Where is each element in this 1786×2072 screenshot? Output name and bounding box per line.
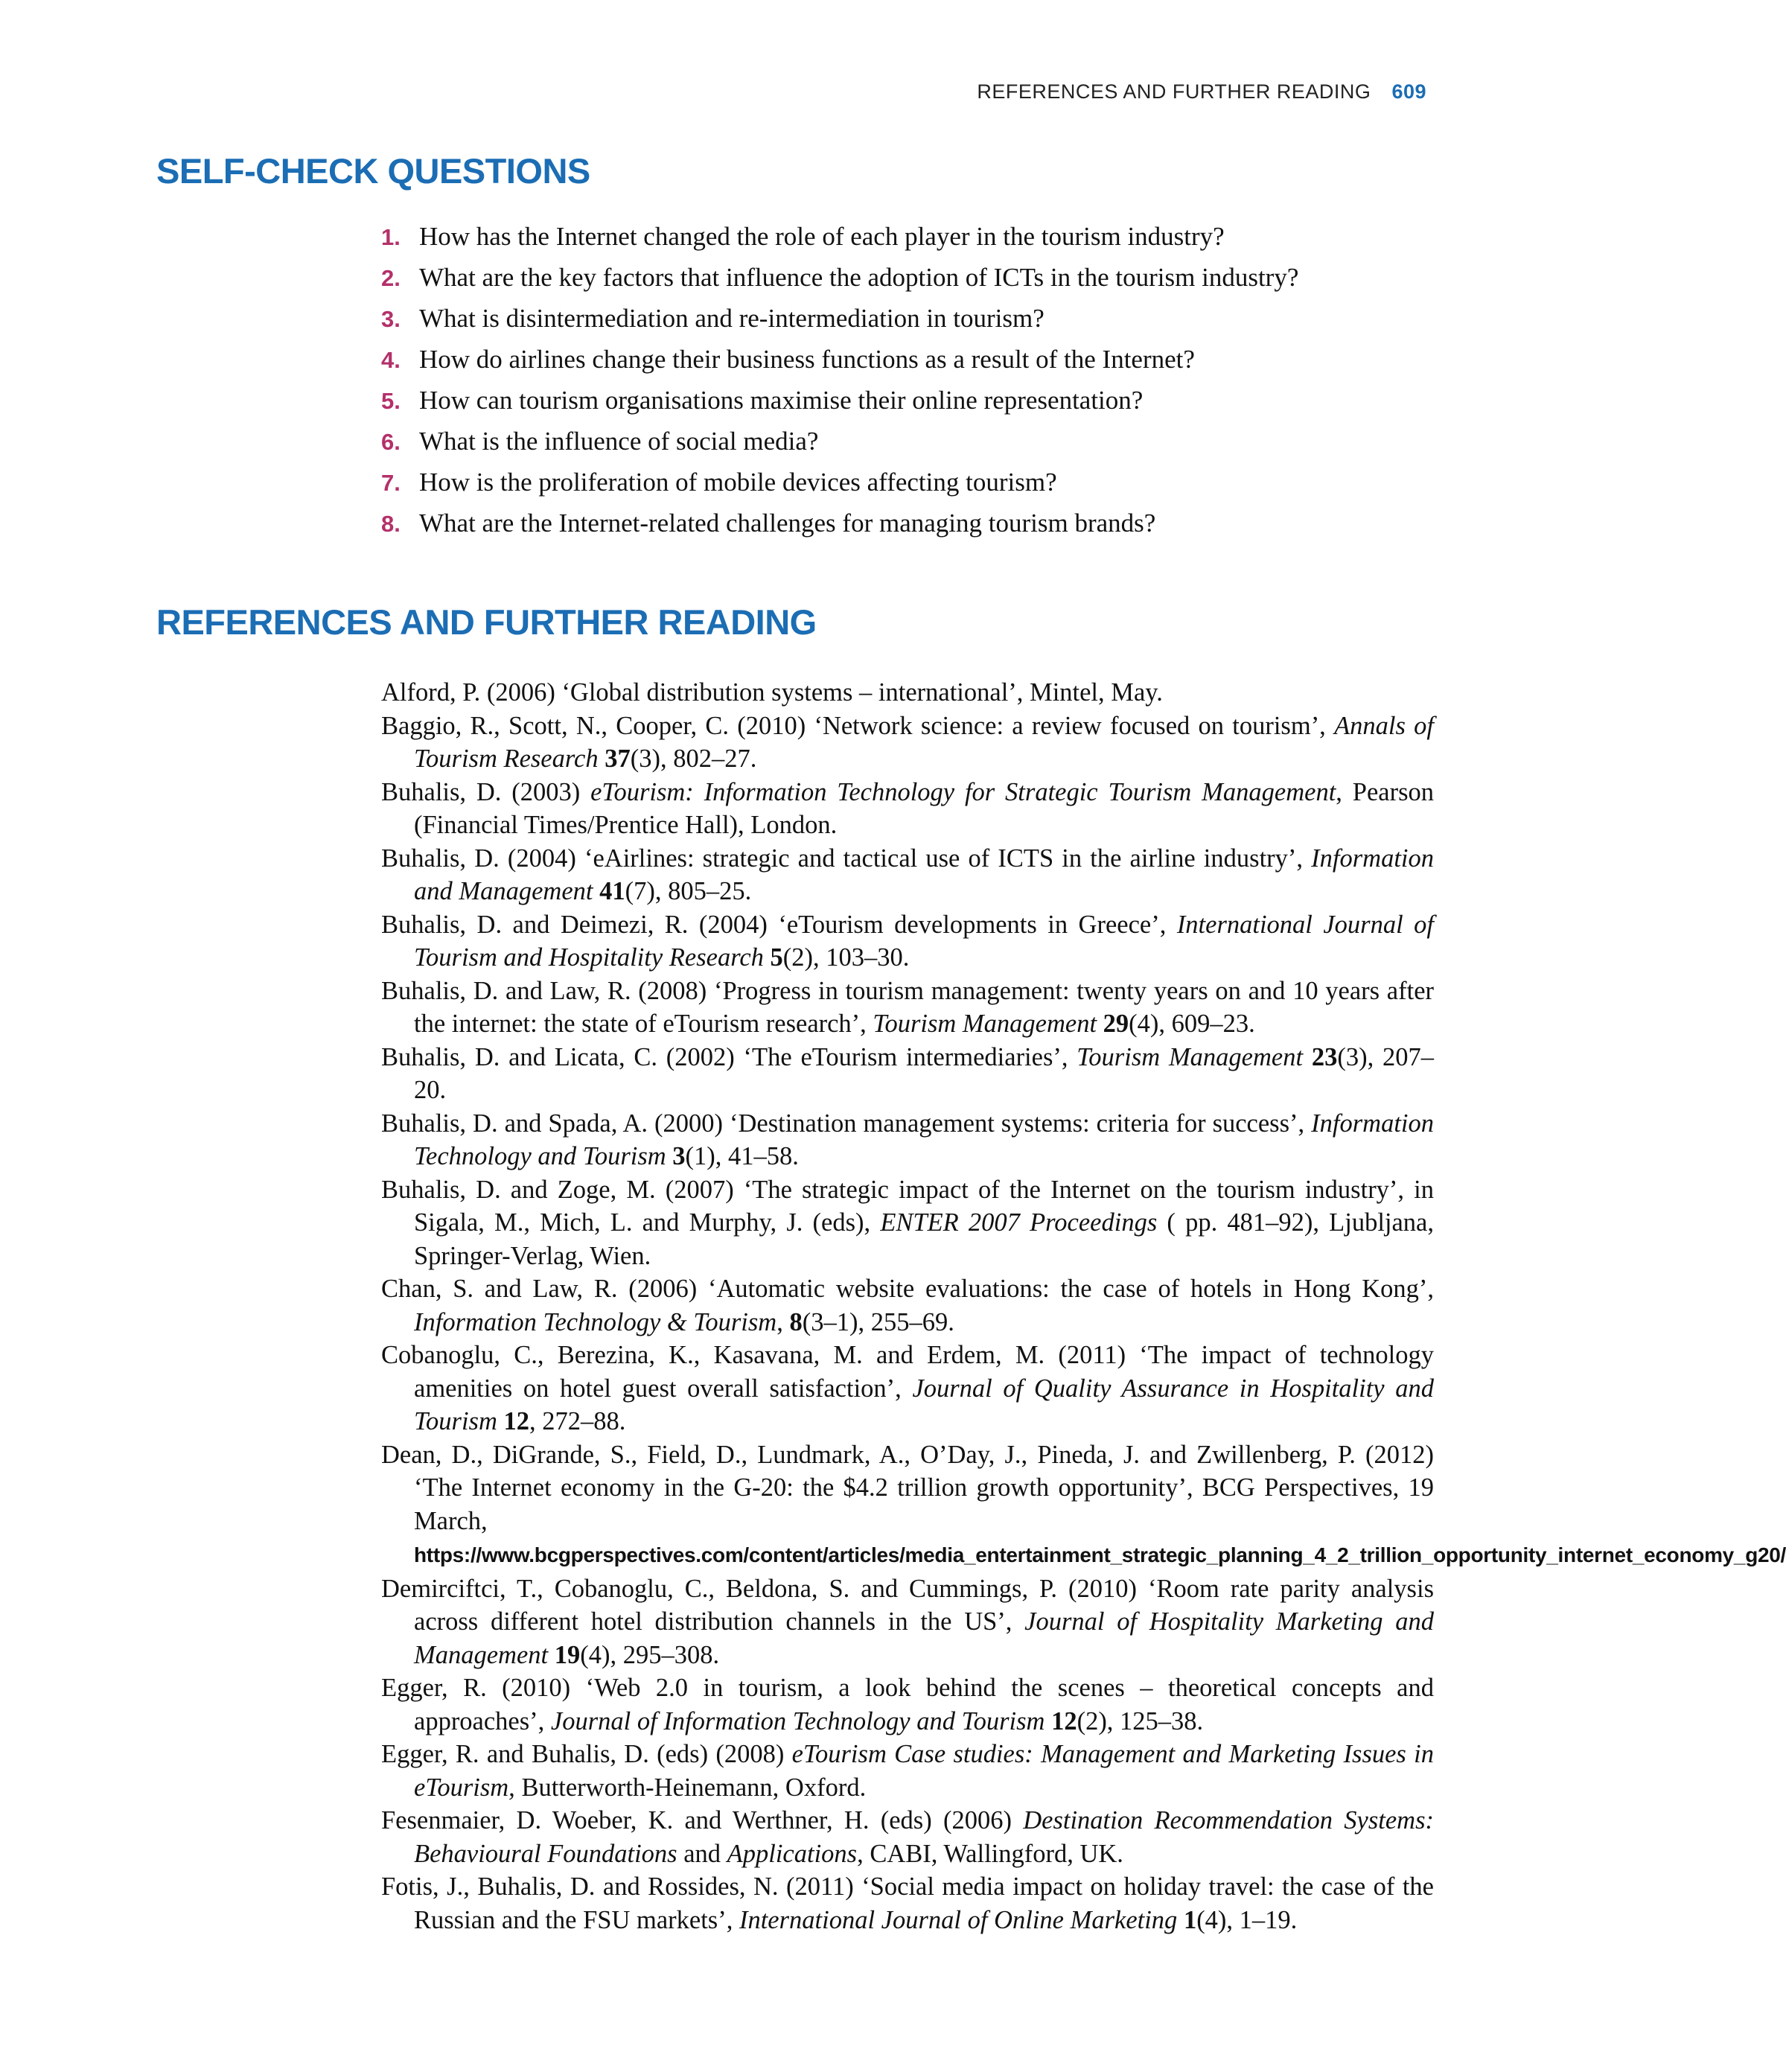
- reference-source-title: Information Technology & Tourism: [414, 1307, 777, 1336]
- reference-volume: 5: [763, 943, 783, 972]
- question-item: [381, 304, 1438, 345]
- reference-volume: 19: [548, 1640, 581, 1669]
- question-number: 4.: [381, 347, 401, 373]
- question-item: [381, 386, 1438, 427]
- reference-text: Buhalis, D. (2004) ‘eAirlines: strategic and tactical use of ICTS in the airline industry’,: [381, 844, 1312, 873]
- reference-source-title: Journal of Information Technology and Tourism: [550, 1706, 1045, 1735]
- question-item: [381, 222, 1438, 263]
- reference-text: Baggio, R., Scott, N., Cooper, C. (2010) ‘Network science: a review focused on tourism’,: [381, 711, 1335, 740]
- reference-text: Alford, P. (2006) ‘Global distribution systems – international’, Mintel, May.: [381, 678, 1163, 707]
- reference-source-title: Journal of Hospitality Marketing and Management: [414, 1607, 1434, 1669]
- reference-source-title: Annals of Tourism Research: [414, 711, 1435, 773]
- question-text: How is the proliferation of mobile devices affecting tourism?: [419, 468, 1057, 497]
- reference-entry: [381, 1272, 1434, 1339]
- question-number: 3.: [381, 306, 401, 332]
- reference-details: (3–1), 255–69.: [802, 1307, 954, 1336]
- question-item: [381, 509, 1438, 549]
- self-check-question-list: [381, 222, 1438, 549]
- reference-entry: [381, 710, 1434, 776]
- reference-volume: 3: [666, 1142, 686, 1170]
- reference-text: Buhalis, D. and Zoge, M. (2007) ‘The strategic impact of the Internet on the tourism industry’, in Sigala, M., Mich, L. and Murphy, J. (eds),: [381, 1175, 1434, 1237]
- reference-source-title: Journal of Quality Assurance in Hospitality and Tourism: [414, 1374, 1434, 1435]
- reference-url[interactable]: https://www.bcgperspectives.com/content/articles/media_entertainment_strategic_planning_4_2_trillion_opportunity_internet_economy_g20/: [414, 1543, 1786, 1566]
- reference-details: (2), 103–30.: [782, 943, 910, 972]
- reference-details: (3), 207–20.: [414, 1042, 1434, 1104]
- reference-volume: 12: [497, 1407, 529, 1435]
- reference-details: (3), 802–27.: [630, 745, 757, 773]
- reference-text: Buhalis, D. (2003): [381, 777, 591, 806]
- reference-entry: [381, 908, 1434, 975]
- reference-entry: [381, 1173, 1434, 1273]
- reference-details: (7), 805–25.: [625, 877, 752, 905]
- reference-text: Cobanoglu, C., Berezina, K., Kasavana, M. and Erdem, M. (2011) ‘The impact of technology amenities on hotel guest overall satisfaction’,: [381, 1341, 1434, 1403]
- reference-entry: [381, 1041, 1434, 1107]
- question-number: 5.: [381, 388, 401, 414]
- question-text: How can tourism organisations maximise their online representation?: [419, 386, 1144, 415]
- question-item: [381, 345, 1438, 386]
- question-text: What are the Internet-related challenges for managing tourism brands?: [419, 509, 1156, 538]
- reference-source-title: International Journal of Tourism and Hospitality Research: [414, 910, 1434, 972]
- reference-entry: [381, 1438, 1786, 1572]
- reference-source-title: Tourism Management: [1077, 1042, 1304, 1071]
- reference-text: Buhalis, D. and Deimezi, R. (2004) ‘eTourism developments in Greece’,: [381, 910, 1177, 939]
- question-text: What is the influence of social media?: [419, 427, 819, 456]
- question-number: 2.: [381, 265, 401, 291]
- reference-source-title: Information and Management: [414, 844, 1434, 905]
- page-number: 609: [1391, 80, 1426, 103]
- reference-text: Demirciftci, T., Cobanoglu, C., Beldona, S. and Cummings, P. (2010) ‘Room rate parity analysis across different hotel distribution channels in the US’,: [381, 1574, 1434, 1636]
- reference-text: Buhalis, D. and Licata, C. (2002) ‘The eTourism intermediaries’,: [381, 1042, 1077, 1071]
- reference-entry: [381, 1671, 1434, 1738]
- reference-entry: [381, 842, 1434, 908]
- reference-details: (4), 609–23.: [1129, 1010, 1255, 1038]
- question-number: 1.: [381, 224, 401, 250]
- reference-text: Chan, S. and Law, R. (2006) ‘Automatic website evaluations: the case of hotels in Hong Kong’,: [381, 1275, 1434, 1303]
- reference-text: Fesenmaier, D. Woeber, K. and Werthner, H. (eds) (2006): [381, 1806, 1024, 1834]
- question-item: [381, 263, 1438, 304]
- reference-entry: [381, 676, 1434, 710]
- question-item: [381, 468, 1438, 509]
- reference-source-title: eTourism Case studies: Management and Marketing Issues in eTourism,: [414, 1740, 1434, 1802]
- running-head-title: REFERENCES AND FURTHER READING: [977, 80, 1371, 103]
- reference-details: and: [677, 1839, 727, 1868]
- reference-entry: [381, 1572, 1434, 1672]
- running-head: [977, 80, 1426, 103]
- reference-source-title: eTourism: Information Technology for Strategic Tourism Management: [590, 777, 1336, 806]
- question-text: What is disintermediation and re-intermediation in tourism?: [419, 304, 1045, 333]
- reference-source-title: ENTER 2007 Proceedings: [880, 1208, 1158, 1237]
- question-text: What are the key factors that influence the adoption of ICTs in the tourism industry?: [419, 263, 1299, 292]
- reference-entry: [381, 1339, 1434, 1438]
- reference-entry: [381, 1107, 1434, 1173]
- question-number: 8.: [381, 511, 401, 537]
- question-text: How has the Internet changed the role of each player in the tourism industry?: [419, 222, 1225, 251]
- reference-volume: 8: [789, 1307, 803, 1336]
- reference-text: Egger, R. and Buhalis, D. (eds) (2008): [381, 1740, 792, 1768]
- question-item: [381, 427, 1438, 468]
- reference-text: Dean, D., DiGrande, S., Field, D., Lundmark, A., O’Day, J., Pineda, J. and Zwillenberg, P. (2012) ‘The Internet economy in the G-20: the $4.2 trillion growth opportunity’, BCG Perspectives, 19 March,: [381, 1440, 1434, 1535]
- reference-source-title: Destination Recommendation Systems: Behavioural Foundations: [414, 1806, 1434, 1868]
- reference-details: , CABI, Wallingford, UK.: [857, 1839, 1123, 1868]
- reference-details: (4), 295–308.: [580, 1640, 720, 1669]
- reference-source-title: Information Technology and Tourism: [414, 1109, 1434, 1170]
- reference-volume: 37: [598, 745, 631, 773]
- reference-entry: [381, 1738, 1434, 1804]
- reference-details: ( pp. 481–92), Ljubljana, Springer-Verlag, Wien.: [414, 1208, 1434, 1270]
- reference-volume: 23: [1303, 1042, 1338, 1071]
- question-number: 7.: [381, 470, 401, 496]
- self-check-heading: SELF-CHECK QUESTIONS: [156, 151, 590, 191]
- reference-entry: [381, 776, 1434, 842]
- reference-source-title: Tourism Management: [873, 1010, 1097, 1038]
- reference-source-title: International Journal of Online Marketing: [739, 1905, 1178, 1934]
- reference-text: Buhalis, D. and Spada, A. (2000) ‘Destination management systems: criteria for success’,: [381, 1109, 1312, 1138]
- question-number: 6.: [381, 429, 401, 455]
- reference-details: (1), 41–58.: [685, 1142, 799, 1170]
- reference-source-title: Applications: [727, 1839, 858, 1868]
- reference-volume: 1: [1177, 1905, 1197, 1934]
- reference-entry: [381, 1804, 1434, 1870]
- reference-text: Fotis, J., Buhalis, D. and Rossides, N. (2011) ‘Social media impact on holiday travel: the case of the Russian and the FSU markets’,: [381, 1872, 1434, 1934]
- reference-text: Egger, R. (2010) ‘Web 2.0 in tourism, a look behind the scenes – theoretical concepts and approaches’,: [381, 1674, 1434, 1735]
- reference-details: Butterworth-Heinemann, Oxford.: [514, 1773, 867, 1802]
- reference-volume: 41: [593, 877, 625, 905]
- reference-details: (4), 1–19.: [1196, 1905, 1298, 1934]
- reference-entry: [381, 975, 1434, 1041]
- references-heading: REFERENCES AND FURTHER READING: [156, 602, 817, 642]
- reference-details: , 272–88.: [529, 1407, 626, 1435]
- reference-volume: 12: [1045, 1706, 1077, 1735]
- reference-list: [381, 676, 1786, 1936]
- reference-text: Buhalis, D. and Law, R. (2008) ‘Progress in tourism management: twenty years on and 10 years after the internet: the state of eTourism research’,: [381, 976, 1434, 1038]
- reference-entry: [381, 1870, 1434, 1936]
- reference-details: ,: [776, 1307, 790, 1336]
- question-text: How do airlines change their business functions as a result of the Internet?: [419, 345, 1195, 374]
- reference-volume: 29: [1097, 1010, 1129, 1038]
- reference-details: (2), 125–38.: [1077, 1706, 1204, 1735]
- reference-details: , Pearson (Financial Times/Prentice Hall), London.: [414, 777, 1434, 839]
